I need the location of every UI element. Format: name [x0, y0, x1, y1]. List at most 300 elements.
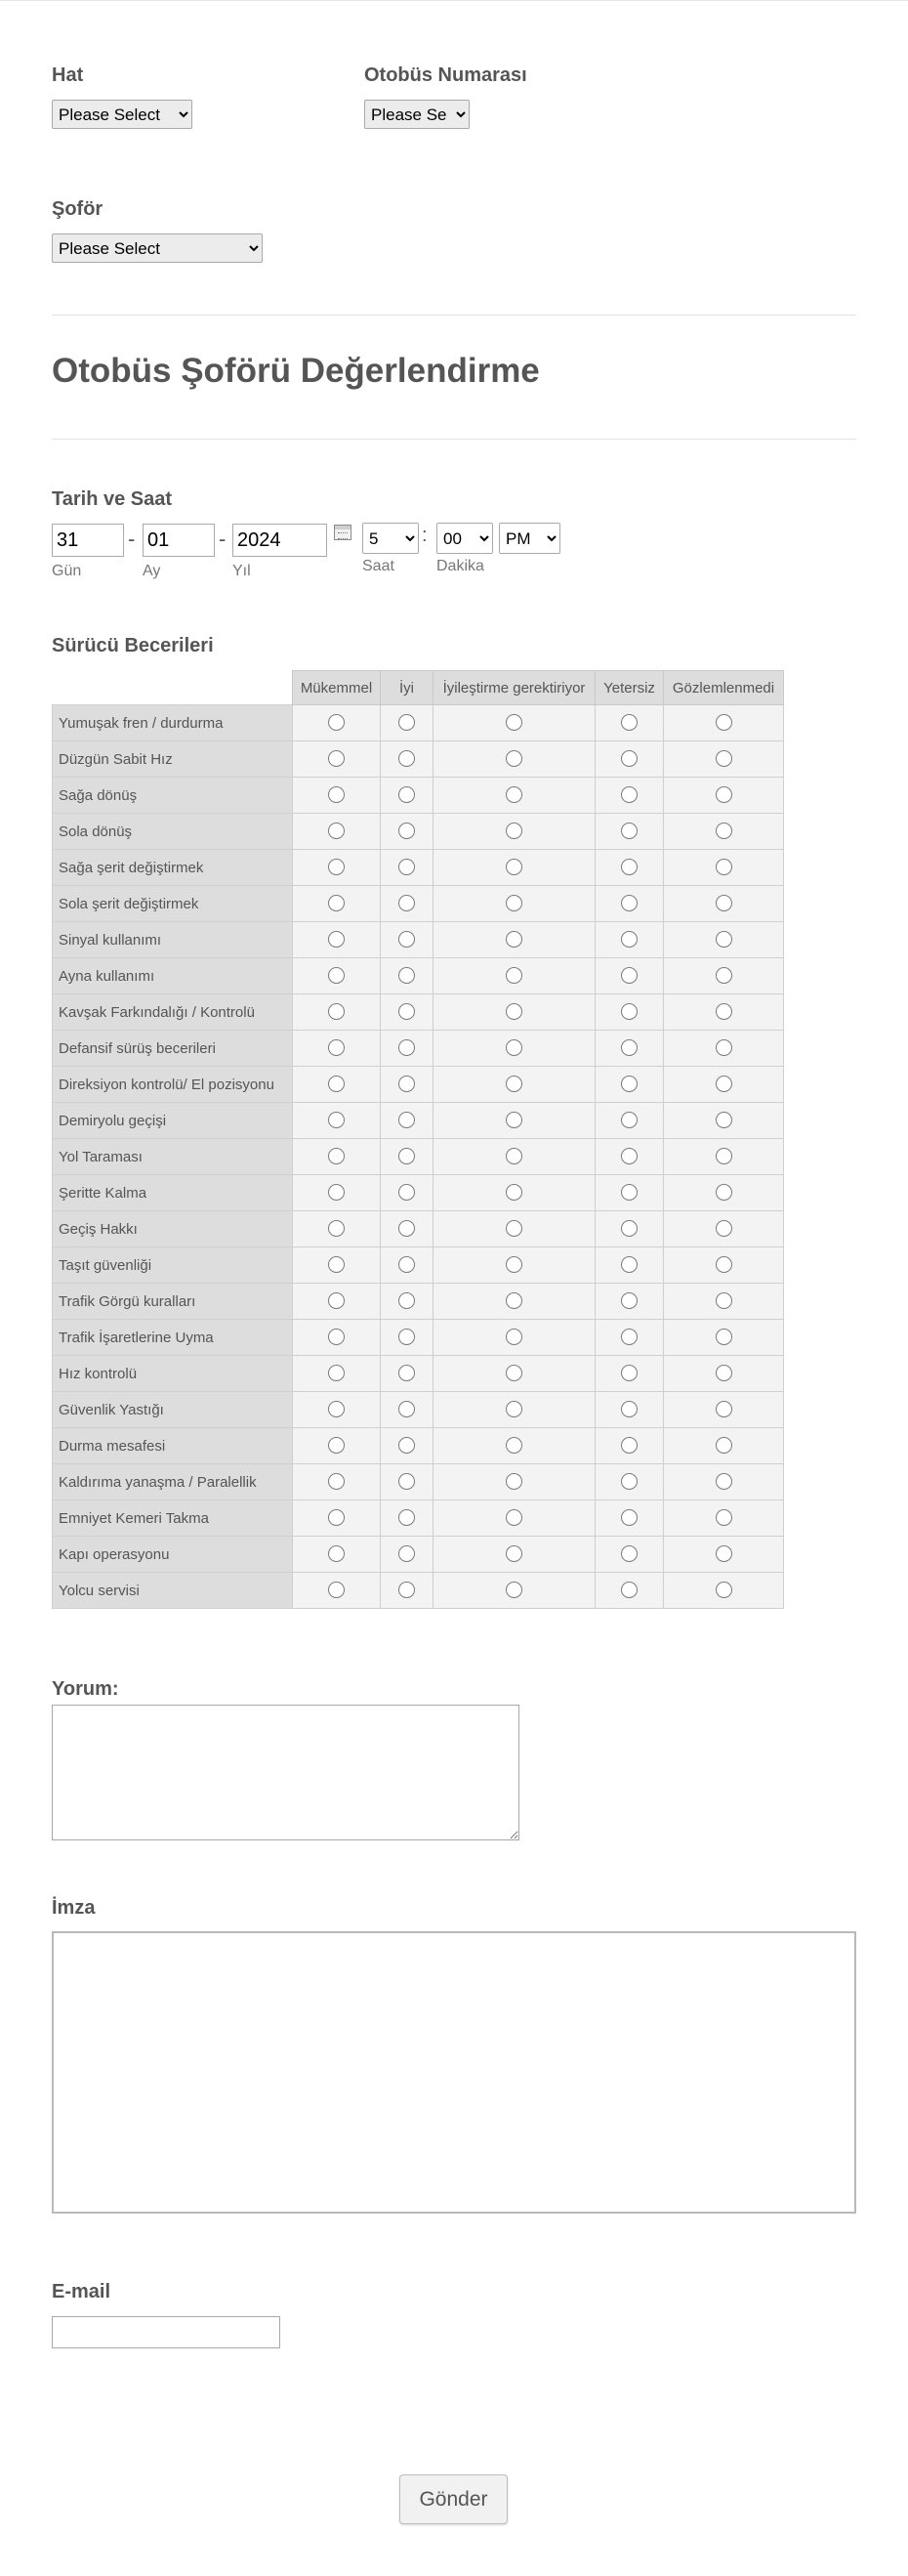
- rating-radio[interactable]: [716, 1184, 732, 1201]
- rating-radio[interactable]: [328, 1401, 345, 1417]
- matrix-row-label: Yolcu servisi: [53, 1573, 293, 1609]
- matrix-cell: [381, 1284, 433, 1320]
- matrix-row-label: Durma mesafesi: [53, 1428, 293, 1464]
- datetime-label: Tarih ve Saat: [52, 488, 173, 510]
- matrix-cell: [433, 1103, 596, 1139]
- matrix-row: [53, 1392, 784, 1428]
- rating-radio[interactable]: [328, 1220, 345, 1237]
- rating-radio[interactable]: [716, 1148, 732, 1164]
- matrix-cell: [381, 850, 433, 886]
- rating-radio[interactable]: [506, 1545, 522, 1562]
- matrix-row-label: Sola şerit değiştirmek: [53, 886, 293, 922]
- rating-radio[interactable]: [716, 823, 732, 839]
- matrix-cell: [433, 958, 596, 994]
- rating-radio[interactable]: [621, 895, 638, 911]
- matrix-cell: [664, 741, 784, 778]
- matrix-cell: [596, 1103, 664, 1139]
- rating-radio[interactable]: [621, 1545, 638, 1562]
- rating-radio[interactable]: [328, 1039, 345, 1056]
- matrix-cell: [596, 1537, 664, 1573]
- minute-sublabel: Dakika: [436, 558, 484, 574]
- matrix-cell: [596, 741, 664, 778]
- column-header: Yetersiz: [596, 671, 664, 705]
- rating-radio[interactable]: [328, 1184, 345, 1201]
- matrix-row: [53, 1175, 784, 1211]
- rating-radio[interactable]: [621, 714, 638, 731]
- matrix-cell: [293, 994, 381, 1031]
- year-input[interactable]: [232, 524, 327, 557]
- rating-radio[interactable]: [716, 1437, 732, 1454]
- matrix-cell: [293, 1464, 381, 1500]
- rating-radio[interactable]: [506, 1184, 522, 1201]
- matrix-row-label: Sağa şerit değiştirmek: [53, 850, 293, 886]
- rating-radio[interactable]: [716, 859, 732, 875]
- rating-radio[interactable]: [506, 1148, 522, 1164]
- rating-radio[interactable]: [716, 1039, 732, 1056]
- rating-radio[interactable]: [621, 1039, 638, 1056]
- matrix-cell: [433, 778, 596, 814]
- matrix-row-label: Şeritte Kalma: [53, 1175, 293, 1211]
- rating-radio[interactable]: [328, 1003, 345, 1020]
- matrix-cell: [381, 1573, 433, 1609]
- matrix-cell: [293, 1031, 381, 1067]
- matrix-cell: [664, 1392, 784, 1428]
- matrix-row-label: Kapı operasyonu: [53, 1537, 293, 1573]
- rating-radio[interactable]: [506, 750, 522, 767]
- matrix-row: [53, 1537, 784, 1573]
- rating-radio[interactable]: [506, 931, 522, 948]
- matrix-cell: [664, 1284, 784, 1320]
- rating-radio[interactable]: [621, 1582, 638, 1598]
- signature-pad[interactable]: [52, 1931, 856, 2214]
- matrix-row: [53, 1320, 784, 1356]
- matrix-cell: [433, 1320, 596, 1356]
- matrix-cell: [664, 1428, 784, 1464]
- rating-radio[interactable]: [716, 967, 732, 984]
- rating-radio[interactable]: [506, 1256, 522, 1273]
- matrix-cell: [664, 1320, 784, 1356]
- ampm-select[interactable]: [499, 523, 560, 554]
- rating-radio[interactable]: [328, 859, 345, 875]
- matrix-cell: [293, 814, 381, 850]
- time-separator: :: [422, 525, 428, 546]
- matrix-cell: [664, 886, 784, 922]
- matrix-row-label: Ayna kullanımı: [53, 958, 293, 994]
- rating-radio[interactable]: [398, 1148, 415, 1164]
- driver-label: Şoför: [52, 198, 103, 220]
- matrix-cell: [381, 1464, 433, 1500]
- matrix-cell: [596, 1284, 664, 1320]
- matrix-cell: [433, 1573, 596, 1609]
- rating-radio[interactable]: [621, 786, 638, 803]
- rating-radio[interactable]: [506, 1220, 522, 1237]
- rating-radio[interactable]: [621, 1365, 638, 1381]
- matrix-cell: [433, 1537, 596, 1573]
- matrix-cell: [433, 1284, 596, 1320]
- rating-radio[interactable]: [621, 823, 638, 839]
- matrix-cell: [381, 1031, 433, 1067]
- matrix-row: [53, 886, 784, 922]
- matrix-cell: [433, 741, 596, 778]
- rating-radio[interactable]: [506, 714, 522, 731]
- rating-radio[interactable]: [716, 1473, 732, 1490]
- rating-radio[interactable]: [716, 1509, 732, 1526]
- matrix-row-label: Demiryolu geçişi: [53, 1103, 293, 1139]
- matrix-cell: [664, 1464, 784, 1500]
- matrix-cell: [433, 850, 596, 886]
- rating-radio[interactable]: [716, 1329, 732, 1345]
- matrix-cell: [381, 814, 433, 850]
- rating-radio[interactable]: [328, 967, 345, 984]
- rating-radio[interactable]: [621, 1329, 638, 1345]
- rating-radio[interactable]: [506, 895, 522, 911]
- matrix-row: [53, 1284, 784, 1320]
- rating-radio[interactable]: [621, 1220, 638, 1237]
- rating-radio[interactable]: [621, 1003, 638, 1020]
- matrix-cell: [433, 1464, 596, 1500]
- matrix-row-label: Taşıt güvenliği: [53, 1247, 293, 1284]
- top-divider: [0, 0, 908, 1]
- month-sublabel: Ay: [143, 563, 161, 579]
- rating-radio[interactable]: [328, 1365, 345, 1381]
- rating-radio[interactable]: [328, 1256, 345, 1273]
- matrix-cell: [433, 1500, 596, 1537]
- matrix-row-label: Defansif sürüş becerileri: [53, 1031, 293, 1067]
- rating-radio[interactable]: [506, 1365, 522, 1381]
- rating-radio[interactable]: [398, 1292, 415, 1309]
- rating-radio[interactable]: [621, 1112, 638, 1128]
- rating-radio[interactable]: [621, 1256, 638, 1273]
- rating-radio[interactable]: [506, 786, 522, 803]
- rating-radio[interactable]: [716, 1365, 732, 1381]
- rating-radio[interactable]: [716, 1003, 732, 1020]
- matrix-row-label: Sinyal kullanımı: [53, 922, 293, 958]
- matrix-cell: [596, 958, 664, 994]
- rating-radio[interactable]: [398, 859, 415, 875]
- date-separator: -: [219, 527, 227, 551]
- rating-radio[interactable]: [716, 1076, 732, 1092]
- rating-radio[interactable]: [716, 714, 732, 731]
- calendar-icon[interactable]: [334, 525, 351, 540]
- route-select[interactable]: [52, 100, 192, 129]
- matrix-cell: [293, 1211, 381, 1247]
- matrix-row: [53, 994, 784, 1031]
- matrix-cell: [664, 1103, 784, 1139]
- matrix-cell: [293, 1537, 381, 1573]
- email-input[interactable]: [52, 2316, 280, 2348]
- rating-radio[interactable]: [506, 823, 522, 839]
- matrix-row: [53, 778, 784, 814]
- matrix-cell: [433, 922, 596, 958]
- rating-radio[interactable]: [328, 714, 345, 731]
- matrix-cell: [596, 1464, 664, 1500]
- rating-radio[interactable]: [716, 931, 732, 948]
- rating-radio[interactable]: [506, 1076, 522, 1092]
- matrix-cell: [381, 1139, 433, 1175]
- minute-select[interactable]: [436, 523, 493, 554]
- matrix-cell: [433, 1247, 596, 1284]
- rating-radio[interactable]: [621, 859, 638, 875]
- rating-radio[interactable]: [328, 786, 345, 803]
- matrix-row-label: Trafik Görgü kuralları: [53, 1284, 293, 1320]
- rating-radio[interactable]: [398, 1256, 415, 1273]
- rating-radio[interactable]: [506, 1437, 522, 1454]
- matrix-cell: [596, 778, 664, 814]
- matrix-row: [53, 1103, 784, 1139]
- matrix-cell: [596, 1573, 664, 1609]
- rating-radio[interactable]: [398, 1076, 415, 1092]
- matrix-row: [53, 1356, 784, 1392]
- rating-radio[interactable]: [328, 750, 345, 767]
- rating-radio[interactable]: [398, 931, 415, 948]
- hour-select[interactable]: [362, 523, 419, 554]
- matrix-cell: [381, 1211, 433, 1247]
- rating-radio[interactable]: [716, 1292, 732, 1309]
- matrix-row-label: Direksiyon kontrolü/ El pozisyonu: [53, 1067, 293, 1103]
- matrix-cell: [293, 1247, 381, 1284]
- matrix-row: [53, 1139, 784, 1175]
- rating-radio[interactable]: [621, 1473, 638, 1490]
- matrix-cell: [664, 1247, 784, 1284]
- matrix-cell: [596, 1247, 664, 1284]
- hour-sublabel: Saat: [362, 558, 394, 574]
- matrix-cell: [293, 1356, 381, 1392]
- matrix-cell: [596, 1139, 664, 1175]
- matrix-cell: [596, 1428, 664, 1464]
- matrix-row: [53, 741, 784, 778]
- matrix-row-label: Emniyet Kemeri Takma: [53, 1500, 293, 1537]
- rating-radio[interactable]: [621, 1509, 638, 1526]
- rating-radio[interactable]: [328, 1509, 345, 1526]
- rating-radio[interactable]: [621, 1148, 638, 1164]
- matrix-cell: [381, 705, 433, 741]
- matrix-cell: [664, 958, 784, 994]
- rating-radio[interactable]: [328, 1437, 345, 1454]
- rating-radio[interactable]: [716, 1220, 732, 1237]
- matrix-cell: [381, 958, 433, 994]
- matrix-cell: [596, 1392, 664, 1428]
- rating-radio[interactable]: [506, 1509, 522, 1526]
- rating-radio[interactable]: [398, 786, 415, 803]
- matrix-cell: [293, 1103, 381, 1139]
- matrix-row: [53, 1500, 784, 1537]
- matrix-cell: [596, 850, 664, 886]
- rating-radio[interactable]: [621, 931, 638, 948]
- matrix-cell: [381, 922, 433, 958]
- rating-radio[interactable]: [398, 1112, 415, 1128]
- rating-radio[interactable]: [328, 1545, 345, 1562]
- matrix-cell: [596, 886, 664, 922]
- matrix-cell: [664, 1031, 784, 1067]
- matrix-row: [53, 1067, 784, 1103]
- rating-radio[interactable]: [506, 1003, 522, 1020]
- rating-radio[interactable]: [621, 1076, 638, 1092]
- rating-radio[interactable]: [621, 750, 638, 767]
- matrix-row: [53, 705, 784, 741]
- rating-radio[interactable]: [716, 1582, 732, 1598]
- rating-radio[interactable]: [398, 1365, 415, 1381]
- matrix-row: [53, 922, 784, 958]
- column-header: Mükemmel: [293, 671, 381, 705]
- matrix-row-label: Düzgün Sabit Hız: [53, 741, 293, 778]
- rating-radio[interactable]: [398, 823, 415, 839]
- matrix-cell: [433, 886, 596, 922]
- rating-radio[interactable]: [506, 1473, 522, 1490]
- section-divider-top: [52, 315, 856, 316]
- matrix-cell: [293, 1139, 381, 1175]
- bus-number-select[interactable]: [364, 100, 470, 129]
- signature-label: İmza: [52, 1897, 96, 1919]
- rating-radio[interactable]: [328, 1148, 345, 1164]
- matrix-row-label: Sola dönüş: [53, 814, 293, 850]
- rating-radio[interactable]: [716, 1256, 732, 1273]
- rating-radio[interactable]: [398, 1220, 415, 1237]
- matrix-row-label: Yumuşak fren / durdurma: [53, 705, 293, 741]
- matrix-cell: [381, 1103, 433, 1139]
- rating-radio[interactable]: [506, 1329, 522, 1345]
- rating-radio[interactable]: [506, 967, 522, 984]
- matrix-row-label: Sağa dönüş: [53, 778, 293, 814]
- rating-radio[interactable]: [398, 1003, 415, 1020]
- matrix-cell: [664, 994, 784, 1031]
- matrix-cell: [381, 1247, 433, 1284]
- day-input[interactable]: [52, 524, 124, 557]
- matrix-cell: [293, 958, 381, 994]
- matrix-cell: [664, 1175, 784, 1211]
- month-input[interactable]: [143, 524, 215, 557]
- column-header: İyi: [381, 671, 433, 705]
- rating-radio[interactable]: [621, 1292, 638, 1309]
- matrix-cell: [596, 1175, 664, 1211]
- matrix-cell: [381, 1320, 433, 1356]
- rating-radio[interactable]: [398, 1545, 415, 1562]
- rating-radio[interactable]: [398, 1582, 415, 1598]
- matrix-cell: [433, 1175, 596, 1211]
- rating-radio[interactable]: [398, 1184, 415, 1201]
- rating-radio[interactable]: [716, 1112, 732, 1128]
- matrix-row-label: Geçiş Hakkı: [53, 1211, 293, 1247]
- rating-radio[interactable]: [716, 750, 732, 767]
- rating-radio[interactable]: [398, 750, 415, 767]
- matrix-cell: [293, 1500, 381, 1537]
- matrix-cell: [433, 1356, 596, 1392]
- submit-button[interactable]: Gönder: [399, 2474, 508, 2524]
- rating-radio[interactable]: [398, 1329, 415, 1345]
- matrix-cell: [293, 1320, 381, 1356]
- matrix-cell: [381, 1428, 433, 1464]
- rating-radio[interactable]: [328, 823, 345, 839]
- matrix-cell: [433, 1392, 596, 1428]
- rating-radio[interactable]: [398, 1509, 415, 1526]
- rating-radio[interactable]: [328, 1329, 345, 1345]
- rating-radio[interactable]: [506, 859, 522, 875]
- matrix-cell: [664, 1356, 784, 1392]
- matrix-row: [53, 814, 784, 850]
- matrix-row-label: Güvenlik Yastığı: [53, 1392, 293, 1428]
- email-label: E-mail: [52, 2281, 111, 2302]
- rating-radio[interactable]: [398, 1473, 415, 1490]
- rating-radio[interactable]: [398, 714, 415, 731]
- matrix-cell: [664, 850, 784, 886]
- rating-radio[interactable]: [506, 1401, 522, 1417]
- matrix-cell: [381, 778, 433, 814]
- matrix-cell: [433, 994, 596, 1031]
- matrix-row: [53, 1247, 784, 1284]
- matrix-cell: [433, 1428, 596, 1464]
- rating-radio[interactable]: [398, 967, 415, 984]
- matrix-cell: [293, 1573, 381, 1609]
- matrix-row: [53, 958, 784, 994]
- rating-radio[interactable]: [621, 967, 638, 984]
- matrix-corner: [53, 671, 293, 705]
- rating-radio[interactable]: [328, 1076, 345, 1092]
- rating-radio[interactable]: [621, 1184, 638, 1201]
- matrix-cell: [433, 1031, 596, 1067]
- rating-radio[interactable]: [328, 1473, 345, 1490]
- driver-select[interactable]: [52, 233, 263, 263]
- rating-radio[interactable]: [716, 1401, 732, 1417]
- matrix-cell: [293, 1067, 381, 1103]
- column-header: Gözlemlenmedi: [664, 671, 784, 705]
- rating-radio[interactable]: [621, 1437, 638, 1454]
- matrix-row-label: Yol Taraması: [53, 1139, 293, 1175]
- rating-radio[interactable]: [328, 895, 345, 911]
- matrix-cell: [664, 1067, 784, 1103]
- matrix-cell: [381, 1537, 433, 1573]
- matrix-cell: [596, 814, 664, 850]
- matrix-cell: [596, 1031, 664, 1067]
- matrix-cell: [381, 741, 433, 778]
- comment-textarea[interactable]: [52, 1705, 519, 1840]
- matrix-cell: [433, 1139, 596, 1175]
- rating-radio[interactable]: [328, 1112, 345, 1128]
- rating-radio[interactable]: [506, 1582, 522, 1598]
- matrix-cell: [664, 778, 784, 814]
- matrix-row-label: Hız kontrolü: [53, 1356, 293, 1392]
- matrix-cell: [293, 922, 381, 958]
- rating-radio[interactable]: [621, 1401, 638, 1417]
- rating-radio[interactable]: [716, 895, 732, 911]
- rating-radio[interactable]: [716, 1545, 732, 1562]
- rating-radio[interactable]: [328, 931, 345, 948]
- matrix-row-label: Trafik İşaretlerine Uyma: [53, 1320, 293, 1356]
- matrix-row: [53, 1428, 784, 1464]
- rating-radio[interactable]: [398, 1401, 415, 1417]
- rating-radio[interactable]: [506, 1039, 522, 1056]
- rating-radio[interactable]: [398, 895, 415, 911]
- rating-radio[interactable]: [716, 786, 732, 803]
- rating-radio[interactable]: [328, 1292, 345, 1309]
- matrix-cell: [596, 1500, 664, 1537]
- rating-radio[interactable]: [506, 1112, 522, 1128]
- rating-radio[interactable]: [328, 1582, 345, 1598]
- matrix-cell: [381, 1175, 433, 1211]
- matrix-cell: [293, 1175, 381, 1211]
- matrix-cell: [433, 814, 596, 850]
- matrix-cell: [381, 1392, 433, 1428]
- matrix-cell: [664, 1537, 784, 1573]
- rating-radio[interactable]: [398, 1039, 415, 1056]
- matrix-row-label: Kavşak Farkındalığı / Kontrolü: [53, 994, 293, 1031]
- rating-radio[interactable]: [506, 1292, 522, 1309]
- matrix-cell: [664, 1211, 784, 1247]
- matrix-cell: [381, 1500, 433, 1537]
- rating-radio[interactable]: [398, 1437, 415, 1454]
- matrix-row: [53, 1464, 784, 1500]
- matrix-cell: [433, 1067, 596, 1103]
- matrix-cell: [596, 705, 664, 741]
- matrix-cell: [664, 922, 784, 958]
